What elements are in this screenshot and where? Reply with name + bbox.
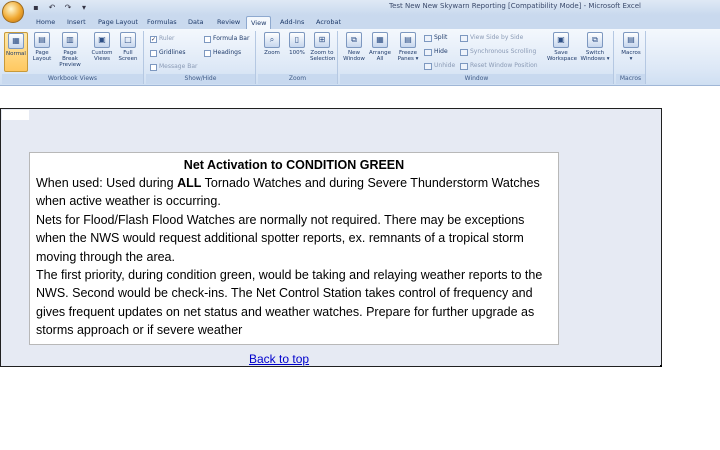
reset-window-position-button[interactable]: Reset Window Position — [460, 62, 538, 70]
back-to-top-link[interactable]: Back to top — [249, 352, 310, 366]
normal-view-button[interactable]: ▦ Normal — [4, 32, 28, 72]
split-icon — [424, 35, 432, 42]
checkbox-icon — [150, 50, 157, 57]
show-hide-group — [146, 31, 256, 84]
undo-icon[interactable]: ↶ — [48, 3, 56, 12]
freeze-panes-icon: ▤ — [400, 32, 416, 48]
zoom-group — [258, 31, 338, 84]
hide-button[interactable]: Hide — [424, 48, 448, 56]
window-group — [340, 31, 614, 84]
new-window-button[interactable]: ⧉ New Window — [342, 32, 366, 62]
tab-add-ins[interactable]: Add-Ins — [280, 18, 305, 26]
sheet-corner — [2, 110, 29, 120]
switch-windows-icon: ⧉ — [587, 32, 603, 48]
show-hide-label: Show/Hide — [146, 74, 255, 84]
tab-insert[interactable]: Insert — [67, 18, 86, 26]
hide-icon — [424, 49, 432, 56]
zoom-button[interactable]: ⌕ Zoom — [260, 32, 284, 56]
stray-dot — [660, 365, 662, 367]
worksheet-area[interactable] — [0, 108, 662, 367]
full-screen-button[interactable]: □ Full Screen — [116, 32, 140, 62]
zoom-100-button[interactable]: ▯ 100% — [285, 32, 309, 56]
custom-views-icon: ▣ — [94, 32, 110, 48]
checkbox-icon — [204, 50, 211, 57]
headings-checkbox[interactable]: Headings — [204, 49, 241, 57]
checkbox-checked-icon: ✓ — [151, 35, 157, 43]
tab-view[interactable]: View — [246, 16, 271, 29]
section-heading: Net Activation to CONDITION GREEN — [183, 158, 405, 172]
priority-paragraph: The first priority, during condition green, would be taking and relaying weather reports to the NWS. Second would be check-ins. The Net Control Station takes control of frequency and gives frequent updates on net status and weather watches. Prepare for further upgrade as storms approach or if severe weather — [36, 268, 543, 338]
new-window-icon: ⧉ — [346, 32, 362, 48]
synchronous-scrolling-button[interactable]: Synchronous Scrolling — [460, 48, 536, 56]
zoom-100-icon: ▯ — [289, 32, 305, 48]
macros-label: Macros — [616, 74, 645, 84]
view-side-by-side-button[interactable]: View Side by Side — [460, 34, 523, 42]
zoom-label: Zoom — [258, 74, 337, 84]
ribbon — [0, 29, 720, 86]
arrange-all-button[interactable]: ▦ Arrange All — [368, 32, 392, 62]
zoom-icon: ⌕ — [264, 32, 280, 48]
zoom-to-selection-icon: ⊞ — [314, 32, 330, 48]
message-bar-checkbox[interactable]: Message Bar — [150, 63, 197, 71]
switch-windows-button[interactable]: ⧉ Switch Windows ▾ — [580, 32, 610, 62]
unhide-icon — [424, 63, 432, 70]
ruler-checkbox[interactable]: ✓ Ruler — [151, 35, 175, 43]
when-used-paragraph: When used: Used during ALL Tornado Watches and during Severe Thunderstorm Watches when active weather is occurring. — [36, 176, 540, 209]
freeze-panes-button[interactable]: ▤ Freeze Panes ▾ — [394, 32, 422, 62]
unhide-button[interactable]: Unhide — [424, 62, 455, 70]
tab-formulas[interactable]: Formulas — [147, 18, 177, 26]
synchronous-scrolling-icon — [460, 49, 468, 56]
split-button[interactable]: Split — [424, 34, 447, 42]
customize-icon[interactable]: ▾ — [81, 3, 86, 12]
net-activation-text-box[interactable] — [29, 152, 559, 345]
office-button[interactable] — [2, 1, 24, 23]
ribbon-tabs — [0, 15, 720, 29]
checkbox-icon — [204, 36, 211, 43]
macros-button[interactable]: ▤ Macros ▾ — [619, 32, 643, 62]
tab-review[interactable]: Review — [217, 18, 241, 26]
page-break-preview-button[interactable]: ▥ Page Break Preview — [58, 32, 82, 68]
page-break-preview-icon: ▥ — [62, 32, 78, 48]
title-bar — [0, 0, 720, 15]
redo-icon[interactable]: ↷ — [64, 3, 72, 12]
gridlines-checkbox[interactable]: Gridlines — [150, 49, 186, 57]
custom-views-button[interactable]: ▣ Custom Views — [90, 32, 114, 62]
normal-view-icon: ▦ — [8, 33, 24, 49]
workbook-views-group — [2, 31, 144, 84]
save-icon[interactable]: ▪ — [33, 3, 39, 12]
tab-page-layout[interactable]: Page Layout — [98, 18, 138, 26]
page-layout-icon: ▤ — [34, 32, 50, 48]
tab-data[interactable]: Data — [188, 18, 204, 26]
save-workspace-icon: ▣ — [553, 32, 569, 48]
reset-window-position-icon — [460, 63, 468, 70]
macros-group — [616, 31, 646, 84]
arrange-all-icon: ▦ — [372, 32, 388, 48]
zoom-to-selection-button[interactable]: ⊞ Zoom to Selection — [310, 32, 334, 62]
full-screen-icon: □ — [120, 32, 136, 48]
workbook-views-label: Workbook Views — [2, 74, 143, 84]
floods-paragraph: Nets for Flood/Flash Flood Watches are normally not required. There may be exceptions when the NWS would request additional spotter reports, ex. remnants of a tropical storm moving through the area. — [36, 212, 525, 264]
quick-access-toolbar — [30, 1, 90, 14]
window-title: Test New New Skywarn Reporting [Compatibility Mode] - Microsoft Excel — [388, 2, 641, 10]
checkbox-icon — [150, 64, 157, 71]
macros-icon: ▤ — [623, 32, 639, 48]
side-by-side-icon — [460, 35, 468, 42]
tab-acrobat[interactable]: Acrobat — [316, 18, 342, 26]
window-label: Window — [340, 74, 613, 84]
tab-home[interactable]: Home — [36, 18, 56, 26]
page-layout-button[interactable]: ▤ Page Layout — [30, 32, 54, 62]
formula-bar-checkbox[interactable]: Formula Bar — [204, 35, 249, 43]
save-workspace-button[interactable]: ▣ Save Workspace — [547, 32, 575, 62]
